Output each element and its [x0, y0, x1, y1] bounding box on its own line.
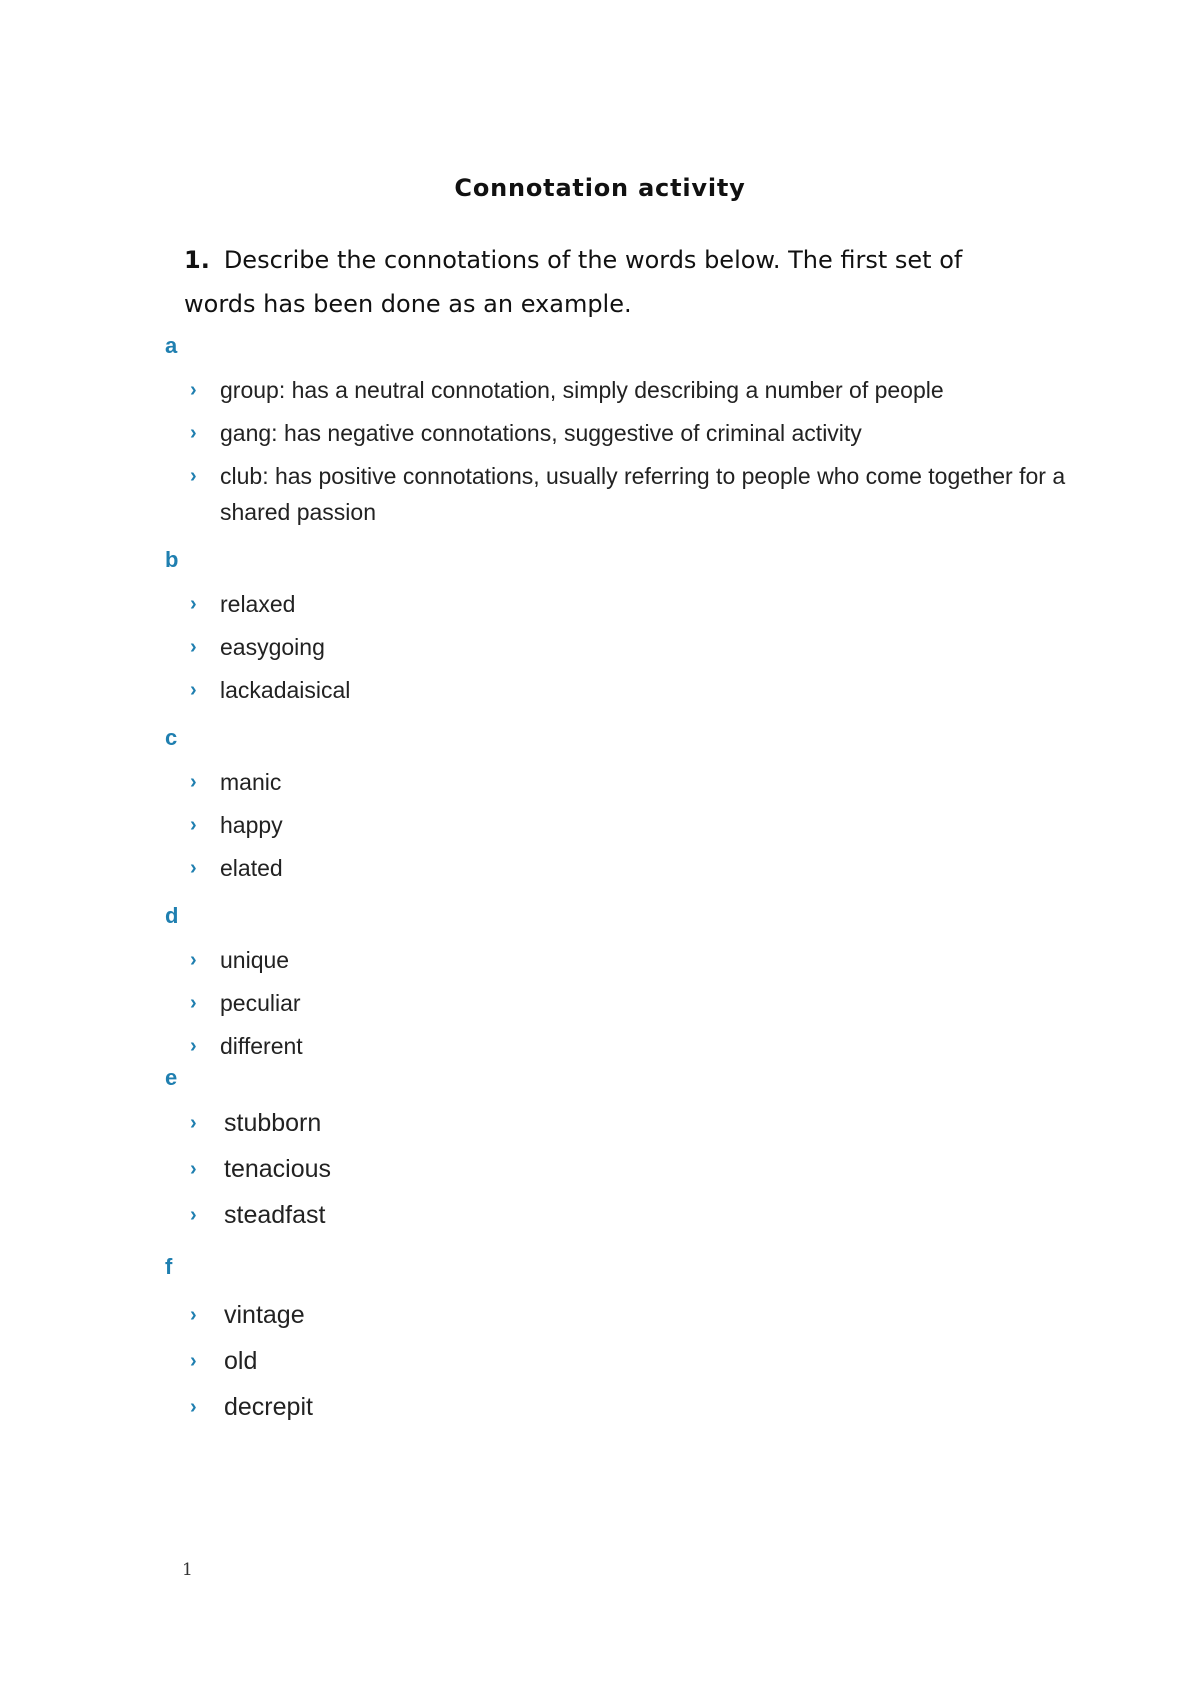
chevron-right-icon: › [190, 1204, 197, 1226]
list-item [190, 1196, 1074, 1234]
chevron-right-icon: › [190, 992, 197, 1014]
section-letter-a: a [165, 333, 178, 358]
section-b-list [190, 586, 1070, 715]
section-f-list [190, 1296, 1074, 1434]
list-item [190, 942, 1070, 978]
chevron-right-icon: › [190, 379, 197, 401]
list-item-text: different [220, 1033, 303, 1059]
list-item-text: happy [220, 812, 283, 838]
list-item [190, 1296, 1074, 1334]
chevron-right-icon: › [190, 422, 197, 444]
chevron-right-icon: › [190, 679, 197, 701]
list-item-text: lackadaisical [220, 677, 351, 703]
chevron-right-icon: › [190, 857, 197, 879]
chevron-right-icon: › [190, 771, 197, 793]
section-a-list [190, 372, 1070, 537]
list-item [190, 1028, 1070, 1064]
list-item-text: manic [220, 769, 282, 795]
list-item [190, 372, 1070, 408]
question-number: 1. [184, 246, 210, 274]
chevron-right-icon: › [190, 1350, 197, 1372]
list-item [190, 850, 1070, 886]
page-number: 1 [182, 1560, 193, 1580]
list-item [190, 807, 1070, 843]
chevron-right-icon: › [190, 465, 197, 487]
section-letter-e: e [165, 1065, 178, 1090]
list-item-text: relaxed [220, 591, 296, 617]
list-item-text: decrepit [224, 1393, 313, 1421]
chevron-right-icon: › [190, 1035, 197, 1057]
list-item-text: steadfast [224, 1201, 326, 1229]
chevron-right-icon: › [190, 949, 197, 971]
list-item-text: elated [220, 855, 283, 881]
section-d-list [190, 942, 1070, 1071]
section-letter-d: d [165, 903, 179, 928]
section-c-list [190, 764, 1070, 893]
chevron-right-icon: › [190, 1396, 197, 1418]
list-item-text: peculiar [220, 990, 301, 1016]
section-letter-f: f [165, 1254, 173, 1279]
page-title: Connotation activity [454, 174, 746, 202]
list-item-text: club: has positive connotations, usually referring to people who come together for a shared passion [220, 463, 1066, 525]
list-item-text: group: has a neutral connotation, simply describing a number of people [220, 377, 944, 403]
list-item [190, 586, 1070, 622]
list-item [190, 672, 1070, 708]
list-item-text: unique [220, 947, 290, 973]
question-text: Describe the connotations of the words below. The first set of words has been done as an example. [184, 246, 963, 318]
list-item-text: tenacious [224, 1155, 332, 1183]
list-item-text: easygoing [220, 634, 325, 660]
list-item [190, 985, 1070, 1021]
chevron-right-icon: › [190, 1304, 197, 1326]
list-item-text: vintage [224, 1301, 305, 1329]
question-1 [184, 238, 1004, 326]
list-item [190, 458, 1070, 530]
list-item-text: stubborn [224, 1109, 322, 1137]
list-item-text: old [224, 1347, 258, 1375]
list-item-text: gang: has negative connotations, suggestive of criminal activity [220, 420, 862, 446]
chevron-right-icon: › [190, 1112, 197, 1134]
chevron-right-icon: › [190, 814, 197, 836]
section-letter-b: b [165, 547, 179, 572]
list-item [190, 1388, 1074, 1426]
list-item [190, 629, 1070, 665]
list-item [190, 1104, 1074, 1142]
list-item [190, 415, 1070, 451]
chevron-right-icon: › [190, 1158, 197, 1180]
section-letter-c: c [165, 725, 178, 750]
list-item [190, 1150, 1074, 1188]
section-e-list [190, 1104, 1074, 1242]
chevron-right-icon: › [190, 593, 197, 615]
chevron-right-icon: › [190, 636, 197, 658]
list-item [190, 764, 1070, 800]
list-item [190, 1342, 1074, 1380]
